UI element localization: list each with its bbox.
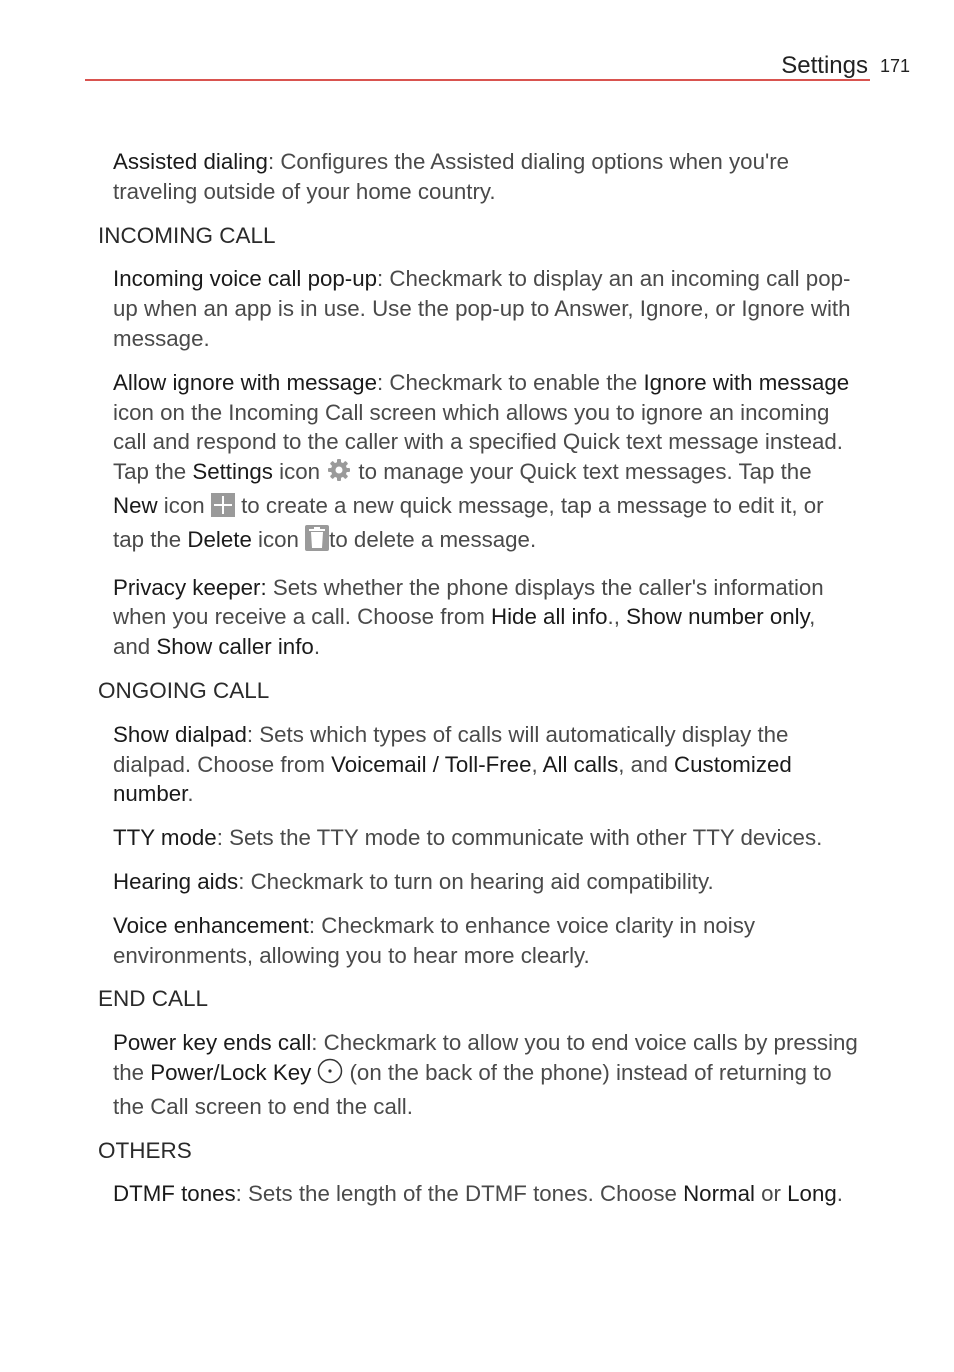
show-caller-info-term: Show caller info: [156, 634, 314, 660]
long-term: Long: [787, 1181, 837, 1207]
dtmf-tones-term: DTMF tones: [113, 1181, 236, 1207]
power-key-ends-call-term: Power key ends call: [113, 1030, 312, 1056]
allow-ignore-text-8: to delete a message.: [329, 526, 537, 552]
page-number: 171: [880, 56, 911, 76]
assisted-dialing-paragraph: [113, 147, 858, 207]
section-heading-end-call: END CALL: [98, 986, 209, 1012]
page-content: [98, 147, 858, 1223]
privacy-keeper-text-1: Sets whether the phone displays the caller's information when you receive a call. Choose from: [113, 574, 824, 630]
show-dialpad-text-3: , and: [618, 751, 675, 777]
assisted-dialing-text: : Configures the Assisted dialing options when you're traveling outside of your home country.: [113, 149, 790, 204]
allow-ignore-paragraph: [113, 368, 858, 559]
show-dialpad-paragraph: [113, 720, 858, 809]
normal-term: Normal: [683, 1181, 755, 1207]
allow-ignore-text-2: icon on the Incoming Call screen which allows you to ignore an incoming call and respond to the caller with a specified Quick text message instead. Tap the: [113, 399, 843, 485]
page-header-title: Settings: [781, 52, 868, 79]
power-key-icon: [317, 1058, 343, 1092]
header-rule: [85, 79, 870, 81]
privacy-keeper-text-3: , and: [113, 604, 816, 660]
section-heading-ongoing-call: ONGOING CALL: [98, 677, 270, 703]
settings-term: Settings: [192, 459, 273, 485]
power-key-ends-call-paragraph: [113, 1028, 858, 1121]
dtmf-tones-paragraph: [113, 1179, 858, 1209]
allow-ignore-text-1: : Checkmark to enable the: [376, 369, 644, 395]
voice-enhancement-text: : Checkmark to enhance voice clarity in noisy environments, allowing you to hear more clearly.: [113, 912, 756, 968]
hide-all-info-term: Hide all info: [491, 604, 608, 630]
tty-mode-text: : Sets the TTY mode to communicate with other TTY devices.: [216, 825, 823, 851]
allow-ignore-text-5: icon: [157, 492, 211, 518]
privacy-keeper-paragraph: [113, 573, 858, 662]
incoming-voice-popup-paragraph: [113, 264, 858, 353]
power-key-text-2: (on the back of the phone) instead of returning to the Call screen to end the call.: [113, 1059, 832, 1119]
voice-enhancement-term: Voice enhancement: [113, 912, 309, 938]
customized-number-term: Customized number: [113, 751, 792, 807]
privacy-keeper-text-2: .,: [607, 604, 627, 630]
tty-mode-paragraph: [113, 823, 858, 853]
plus-icon: [211, 493, 235, 525]
incoming-voice-popup-text: : Checkmark to display an an incoming call pop-up when an app is in use. Use the pop-up to Answer, Ignore, or Ignore with message.: [113, 266, 851, 351]
dtmf-text-2: or: [754, 1181, 788, 1207]
trash-icon: [305, 525, 329, 559]
privacy-keeper-term: Privacy keeper:: [113, 574, 267, 600]
allow-ignore-text-4: to manage your Quick text messages. Tap the: [352, 459, 812, 485]
hearing-aids-term: Hearing aids: [113, 868, 239, 894]
section-heading-others: OTHERS: [98, 1137, 192, 1163]
section-heading-incoming-call: INCOMING CALL: [98, 222, 276, 248]
show-dialpad-text-4: .: [187, 781, 194, 807]
voicemail-toll-free-term: Voicemail / Toll-Free: [331, 751, 532, 777]
incoming-voice-popup-term: Incoming voice call pop-up: [113, 266, 377, 292]
power-lock-key-term: Power/Lock Key: [150, 1059, 312, 1085]
allow-ignore-text-6: to create a new quick message, tap a message to edit it, or tap the: [113, 492, 824, 552]
ignore-with-message-term: Ignore with message: [643, 369, 850, 395]
show-dialpad-term: Show dialpad: [113, 721, 247, 747]
hearing-aids-text: : Checkmark to turn on hearing aid compatibility.: [238, 868, 714, 894]
allow-ignore-term: Allow ignore with message: [113, 369, 377, 395]
privacy-keeper-text-4: .: [313, 634, 321, 660]
show-dialpad-text-2: ,: [531, 751, 543, 777]
all-calls-term: All calls: [542, 751, 619, 777]
delete-term: Delete: [187, 526, 252, 552]
voice-enhancement-paragraph: [113, 911, 858, 971]
power-key-text-1: : Checkmark to allow you to end voice calls by pressing the: [113, 1030, 858, 1085]
allow-ignore-text-7: icon: [251, 526, 306, 552]
gear-icon: [326, 457, 352, 491]
new-term: New: [113, 492, 158, 518]
dtmf-text-1: : Sets the length of the DTMF tones. Choose: [235, 1181, 684, 1207]
show-dialpad-text-1: : Sets which types of calls will automatically display the dialpad. Choose from: [113, 721, 789, 777]
show-number-only-term: Show number only: [626, 604, 810, 630]
allow-ignore-text-3: icon: [272, 459, 327, 485]
hearing-aids-paragraph: [113, 867, 858, 897]
assisted-dialing-term: Assisted dialing: [113, 149, 268, 174]
tty-mode-term: TTY mode: [113, 825, 217, 851]
dtmf-text-3: .: [836, 1181, 843, 1207]
